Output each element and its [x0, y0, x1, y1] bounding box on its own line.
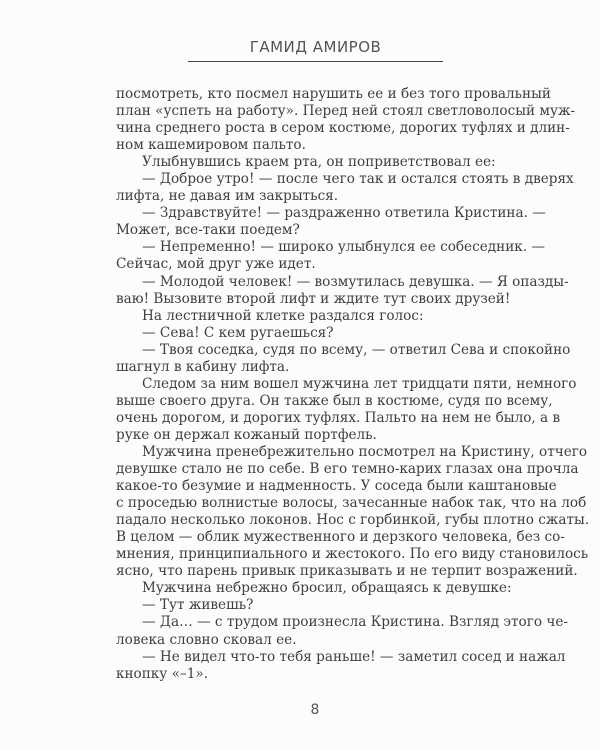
text-line: кнопку «–1». — [116, 665, 209, 682]
text-line: посмотреть, кто посмел нарушить ее и без того провальный — [116, 86, 551, 102]
text-line: — Не видел что-то тебя раньше! — заметил сосед и нажал — [142, 648, 566, 665]
running-header-author: ГАМИД АМИРОВ — [249, 38, 382, 56]
text-line: — Тут живешь? — [142, 597, 254, 614]
text-line: Сейчас, мой друг уже идет. — [116, 256, 316, 273]
text-line: Следом за ним вошел мужчина лет тридцати пяти, немного — [142, 375, 577, 392]
text-line: Мужчина небрежно бросил, обращаясь к девушке: — [142, 580, 512, 597]
text-line: — Непременно! — широко улыбнулся ее собеседник. — — [142, 239, 545, 256]
text-line: падало несколько локонов. Нос с горбинкой, губы плотно сжаты. — [116, 512, 590, 529]
text-line: выше своего друга. Он также был в костюме, судя по всему, — [116, 392, 553, 409]
text-line: Мужчина пренебрежительно посмотрел на Кристину, отчего — [142, 443, 588, 460]
text-line: ваю! Вызовите второй лифт и ждите тут своих друзей! — [116, 290, 511, 307]
text-line: — Молодой человек! — возмутилась девушка. — Я опазды- — [142, 273, 569, 290]
text-line: очень дорогом, и дорогих туфлях. Пальто на нем не было, а в — [116, 409, 561, 426]
text-line: На лестничной клетке раздался голос: — [142, 307, 424, 324]
text-line: лифта, не давая им закрыться. — [116, 188, 339, 205]
text-line: ном кашемировом пальто. — [116, 137, 306, 154]
text-line: с проседью волнистые волосы, зачесанные набок так, что на лоб — [116, 495, 587, 512]
text-line: — Здравствуйте! — раздраженно ответила Кристина. — — [142, 205, 546, 222]
text-line: план «успеть на работу». Перед ней стоял светловолосый муж- — [116, 103, 576, 120]
text-line: руке он держал кожаный портфель. — [116, 426, 377, 443]
text-line: ловека словно сковал ее. — [116, 631, 297, 648]
text-line: В целом — облик мужественного и дерзкого человека, без со- — [116, 529, 565, 546]
text-line: чина среднего роста в сером костюме, дорогих туфлях и длин- — [116, 120, 570, 137]
text-line: — Твоя соседка, судя по всему, — ответил Сева и спокойно — [142, 341, 571, 358]
text-line: мнения, принципиального и жестокого. По его виду становилось — [116, 546, 589, 563]
text-line: какое-то безумие и надменность. У соседа были каштановые — [116, 478, 557, 495]
text-line: девушке стало не по себе. В его темно-карих глазах она прочла — [116, 461, 579, 478]
text-line: — Сева! С кем ругаешься? — [142, 324, 334, 341]
page-body-text — [116, 86, 590, 683]
text-line: Может, все-таки поедем? — [116, 222, 300, 239]
text-line: ясно, что парень привык приказывать и не терпит возражений. — [116, 563, 578, 580]
page-number: 8 — [310, 702, 320, 718]
text-line: — Да… — с трудом произнесла Кристина. Взгляд этого че- — [142, 614, 568, 631]
header-rule — [188, 61, 443, 62]
text-line: Улыбнувшись краем рта, он поприветствовал ее: — [142, 154, 496, 171]
text-line: шагнул в кабину лифта. — [116, 358, 290, 375]
text-line: — Доброе утро! — после чего так и остался стоять в дверях — [142, 171, 574, 188]
